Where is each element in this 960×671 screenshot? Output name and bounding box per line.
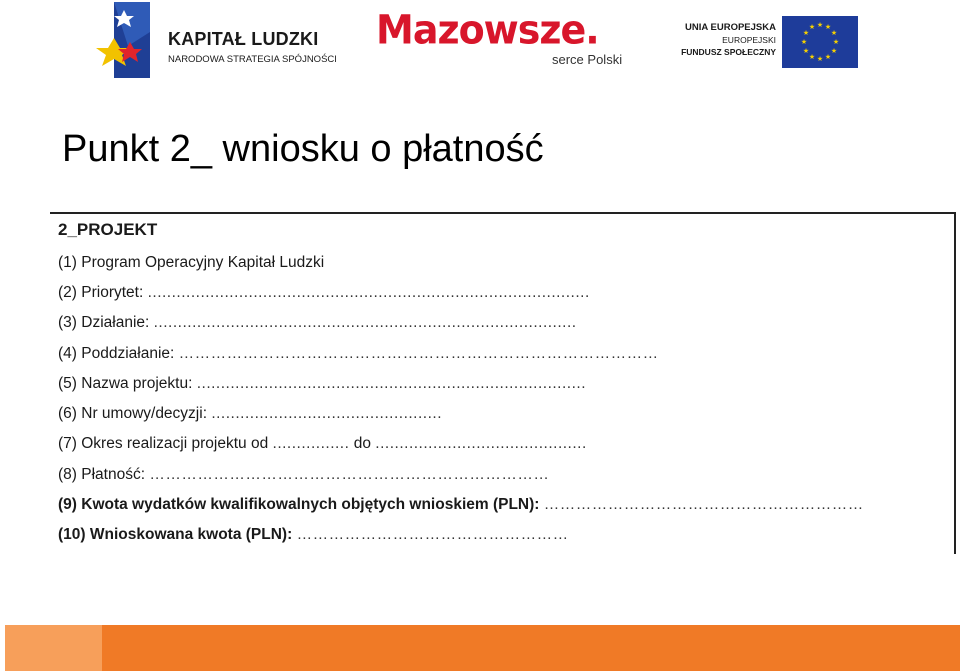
doc-row-program [58,254,324,272]
doc-row-dots: …………………………………………………… [543,496,864,513]
doc-row-dots: ................ [272,435,350,452]
svg-text:★: ★ [824,53,832,61]
doc-row-dots: ................................................................................. [196,375,587,392]
doc-row-label: (9) Kwota wydatków kwalifikowalnych objętych wnioskiem (PLN): [58,496,540,513]
svg-text:★: ★ [802,47,810,55]
svg-text:★: ★ [808,53,816,61]
svg-text:★: ★ [830,47,838,55]
doc-row-dots: ................................................ [211,405,443,422]
document-heading: 2_PROJEKT [58,220,158,239]
doc-row-label: (7) Okres realizacji projektu od [58,435,269,452]
document-excerpt [50,212,956,554]
doc-row-kwota-wydatkow [58,496,864,514]
kapital-ludzki-title: KAPITAŁ LUDZKI [168,29,319,49]
mazowsze-wordmark: Mazowsze. [376,6,599,54]
doc-row-label: (6) Nr umowy/decyzji: [58,405,207,422]
doc-row-dots: ……………………………………………………………………………… [178,345,659,362]
doc-row-priorytet [58,284,590,302]
doc-row-label: (10) Wnioskowana kwota (PLN): [58,526,293,543]
kapital-ludzki-star-icon [94,2,158,78]
doc-row-label: (1) Program Operacyjny Kapitał Ludzki [58,254,325,271]
eu-text [681,22,776,57]
doc-row-okres-realizacji [58,435,587,453]
doc-row-label: (5) Nazwa projektu: [58,375,193,392]
doc-row-label: (2) Priorytet: [58,284,144,301]
eu-line-1: UNIA EUROPEJSKA [685,22,776,33]
doc-row-dots: ........................................................................................ [153,314,577,331]
doc-row-platnosc [58,466,549,484]
doc-row-poddzialanie [58,345,659,363]
doc-row-nr-umowy [58,405,442,423]
doc-row-dots: …………………………………………… [296,526,569,543]
svg-text:★: ★ [808,23,816,31]
doc-row-nazwa-projektu [58,375,586,393]
doc-row-wnioskowana-kwota [58,526,569,544]
footer-bar [5,625,960,671]
doc-row-label-do: do [353,435,371,452]
doc-row-label: (3) Działanie: [58,314,150,331]
svg-text:★: ★ [802,29,810,37]
svg-text:★: ★ [832,38,840,46]
svg-text:★: ★ [816,21,824,29]
eu-flag-icon [782,16,858,68]
doc-row-dots: ………………………………………………………………… [149,466,550,483]
eu-line-3: FUNDUSZ SPOŁECZNY [681,47,776,57]
logo-banner [86,0,874,80]
svg-text:★: ★ [824,23,832,31]
doc-row-dots-do: ............................................ [375,435,587,452]
svg-text:★: ★ [816,55,824,63]
svg-text:★: ★ [800,38,808,46]
doc-row-dots: ............................................................................................ [147,284,590,301]
footer-accent-block [5,625,102,671]
mazowsze-subtitle: serce Polski [552,52,623,67]
kapital-ludzki-logo [94,2,344,78]
eu-line-2: EUROPEJSKI [722,35,776,45]
doc-row-dzialanie [58,314,577,332]
eu-logo [670,12,860,72]
doc-row-label: (8) Płatność: [58,466,146,483]
doc-row-label: (4) Poddziałanie: [58,345,175,362]
svg-text:★: ★ [830,29,838,37]
mazowsze-logo [376,8,636,74]
kapital-ludzki-subtitle: NARODOWA STRATEGIA SPÓJNOŚCI [168,54,337,65]
slide-title: Punkt 2_ wniosku o płatność [62,128,544,170]
